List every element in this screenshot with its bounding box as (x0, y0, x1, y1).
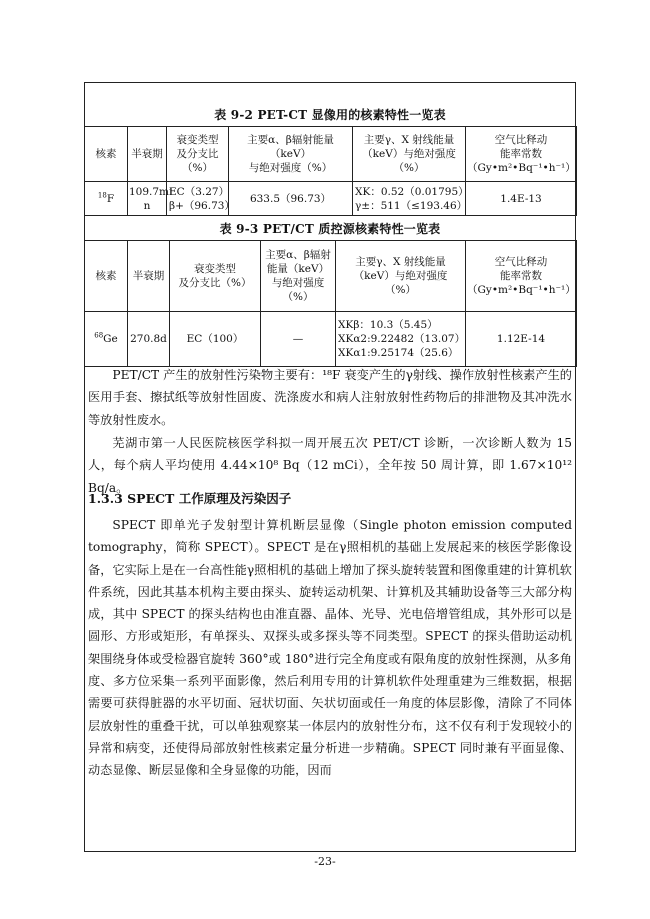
header-decay: 衰变类型 及分支比 （%） (167, 127, 229, 182)
cell-half-life: 270.8d (128, 312, 170, 367)
table-9-3-data-row (85, 312, 577, 367)
paragraph-diagnosis-volume: 芜湖市第一人民医院核医学科拟一周开展五次 PET/CT 诊断，一次诊断人数为 15 人，每个病人平均使用 4.44×10⁸ Bq（12 mCi），全年按 50 周计算，即 1.67×10¹² Bq/a。 (88, 436, 572, 495)
table-9-2-header-row (85, 127, 577, 182)
header-kerma: 空气比释动 能率常数 （Gy•m²•Bq⁻¹•h⁻¹） (466, 241, 577, 312)
cell-nuclide: $^{18}$F (85, 182, 128, 216)
table-9-2-data-row (85, 182, 577, 216)
page-number: -23- (314, 855, 336, 868)
cell-kerma: 1.12E-14 (466, 312, 577, 367)
header-beta-energy: 主要α、β辐射能量（keV） 与绝对强度（%） (229, 127, 353, 182)
header-gamma-energy: 主要γ、X 射线能量 （keV）与绝对强度 （%） (336, 241, 466, 312)
header-nuclide: 核素 (85, 241, 128, 312)
header-nuclide: 核素 (85, 127, 128, 182)
header-gamma-energy: 主要γ、X 射线能量 （keV）与绝对强度（%） (353, 127, 466, 182)
table-9-3-title: 表 9-3 PET/CT 质控源核素特性一览表 (219, 222, 441, 236)
header-decay: 衰变类型 及分支比（%） (170, 241, 261, 312)
cell-decay: EC（3.27） β+（96.73） (167, 182, 229, 216)
cell-nuclide: $^{68}$Ge (85, 312, 128, 367)
paragraph-pet-ct-pollutants: PET/CT 产生的放射性污染物主要有：¹⁸F 衰变产生的γ射线、操作放射性核素产生的医用手套、擦拭纸等放射性固废、洗涤废水和病人注射放射性药物后的排泄物及其冲洗水等放射性废水。 (88, 368, 572, 427)
table-9-3-header-row (85, 241, 577, 312)
cell-kerma: 1.4E-13 (466, 182, 577, 216)
cell-gamma-energy: XK：0.52（0.01795） γ±：511（≤193.46） (353, 182, 466, 216)
header-half-life: 半衰期 (128, 241, 170, 312)
cell-beta-energy: — (261, 312, 336, 367)
cell-decay: EC（100） (170, 312, 261, 367)
table-9-2 (84, 126, 577, 216)
cell-half-life: 109.7mi n (128, 182, 167, 216)
section-heading: 1.3.3 SPECT 工作原理及污染因子 (88, 491, 292, 506)
table-9-2-title: 表 9-2 PET-CT 显像用的核素特性一览表 (214, 108, 446, 122)
header-kerma: 空气比释动 能率常数 （Gy•m²•Bq⁻¹•h⁻¹） (466, 127, 577, 182)
cell-beta-energy: 633.5（96.73） (229, 182, 353, 216)
header-half-life: 半衰期 (128, 127, 167, 182)
table-9-3 (84, 240, 577, 367)
header-beta-energy: 主要α、β辐射 能量（keV） 与绝对强度 （%） (261, 241, 336, 312)
paragraph-spect-principle: SPECT 即单光子发射型计算机断层显像（Single photon emission computed tomography，简称 SPECT）。SPECT 是在γ照相机的基础上发展起来的核医学影像设备，它实际上是在一台高性能γ照相机的基础上增加了探头旋转装置和图像重建的计算机软件系统，因此其基本机构主要由探头、旋转运动机架、计算机及其辅助设备等三大部分构成，其中 SPECT 的探头结构也由准直器、晶体、光导、光电倍增管组成，其外形可以是圆形、方形或矩形，有单探头、双探头或多探头等不同类型。SPECT 的探头借助运动机架围绕身体或受检器官旋转 360°或 180°进行完全角度或有限角度的放射性探测，从多角度、多方位采集一系列平面影像，然后利用专用的计算机软件处理重建为三维数据，根据需要可获得脏器的水平切面、冠状切面、矢状切面或任一角度的体层影像，清除了不同体层放射性的重叠干扰，可以单独观察某一体层内的放射性分布，这不仅有利于发现较小的异常和病变，还使得局部放射性核素定量分析进一步精确。SPECT 同时兼有平面显像、动态显像、断层显像和全身显像的功能，因而 (88, 518, 572, 778)
cell-gamma-energy: XKβ：10.3（5.45） XKα2:9.22482（13.07） XKα1:9.25174（25.6） (336, 312, 466, 367)
